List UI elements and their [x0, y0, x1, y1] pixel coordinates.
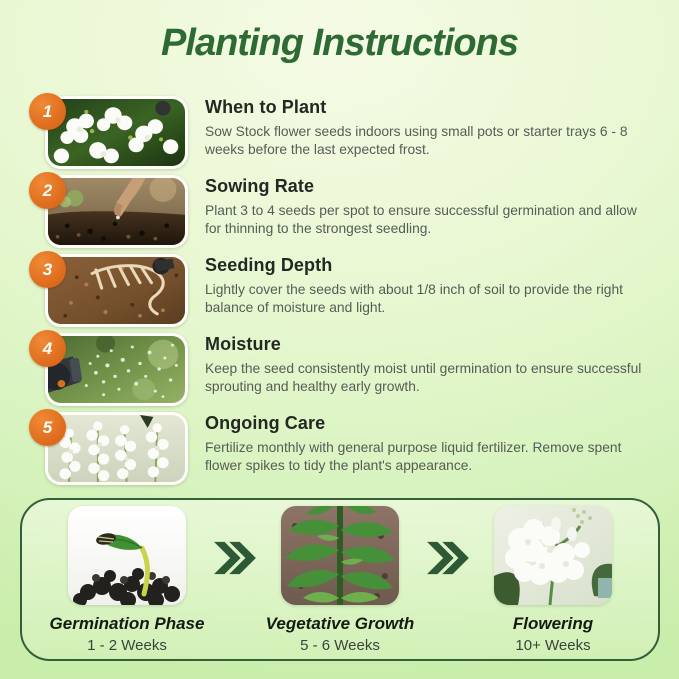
phase-germination-name: Germination Phase — [49, 613, 205, 633]
step-1-heading: When to Plant — [205, 97, 327, 117]
step-2-heading: Sowing Rate — [205, 176, 315, 196]
step-5-body: Fertilize monthly with general purpose liquid fertilizer. Remove spent flower spikes to tidy the plant's appearance. — [205, 440, 622, 474]
phase-germination-duration: 1 - 2 Weeks — [87, 636, 167, 654]
phase-vegetative-growth — [265, 506, 415, 654]
step-3-number-badge: 3 — [29, 251, 66, 288]
hand-sowing-seed-in-soil-photo — [45, 175, 188, 248]
leafy-green-plant-photo — [281, 506, 399, 605]
white-flower-spikes-photo — [45, 412, 188, 485]
step-row-ongoing-care — [42, 412, 659, 485]
phase-flowering-name: Flowering — [512, 613, 594, 633]
water-spray-photo — [45, 333, 188, 406]
step-5-heading: Ongoing Care — [205, 413, 326, 433]
step-1-text — [205, 96, 653, 159]
rake-on-soil-photo — [45, 254, 188, 327]
step-2-number-badge: 2 — [29, 172, 66, 209]
growth-timeline-box — [20, 498, 660, 661]
arrow-chevrons-icon — [425, 539, 469, 582]
step-3-body: Lightly cover the seeds with about 1/8 inch of soil to provide the right balance of moisture and light. — [205, 282, 623, 316]
step-4-number-badge: 4 — [29, 330, 66, 367]
phase-flowering-duration: 10+ Weeks — [515, 636, 591, 654]
white-stock-flowers-photo — [45, 96, 188, 169]
step-row-moisture — [42, 333, 659, 406]
page-title: Planting Instructions — [161, 22, 518, 64]
step-5-number-badge: 5 — [29, 409, 66, 446]
step-row-seeding-depth — [42, 254, 659, 327]
step-1-number-badge: 1 — [29, 93, 66, 130]
phase-vegetative-growth-name: Vegetative Growth — [265, 613, 415, 633]
step-4-media — [42, 333, 188, 406]
step-2-text — [205, 175, 653, 238]
white-flower-cluster-photo — [494, 506, 612, 605]
steps-list — [42, 96, 659, 485]
phase-flowering — [478, 506, 628, 654]
step-4-heading: Moisture — [205, 334, 281, 354]
step-row-sowing-rate — [42, 175, 659, 248]
phase-vegetative-growth-duration: 5 - 6 Weeks — [300, 636, 380, 654]
step-3-media — [42, 254, 188, 327]
step-5-media — [42, 412, 188, 485]
germinating-seedling-photo — [68, 506, 186, 605]
step-3-heading: Seeding Depth — [205, 255, 333, 275]
step-2-body: Plant 3 to 4 seeds per spot to ensure successful germination and allow for thinning to the strongest seedling. — [205, 203, 637, 237]
step-1-body: Sow Stock flower seeds indoors using small pots or starter trays 6 - 8 weeks before the last expected frost. — [205, 124, 628, 158]
step-2-media — [42, 175, 188, 248]
step-5-text — [205, 412, 653, 475]
phase-germination — [49, 506, 205, 654]
step-4-body: Keep the seed consistently moist until germination to ensure successful sprouting and healthy early growth. — [205, 361, 642, 395]
step-3-text — [205, 254, 653, 317]
step-row-when-to-plant — [42, 96, 659, 169]
arrow-chevrons-icon — [212, 539, 256, 582]
step-4-text — [205, 333, 653, 396]
step-1-media — [42, 96, 188, 169]
